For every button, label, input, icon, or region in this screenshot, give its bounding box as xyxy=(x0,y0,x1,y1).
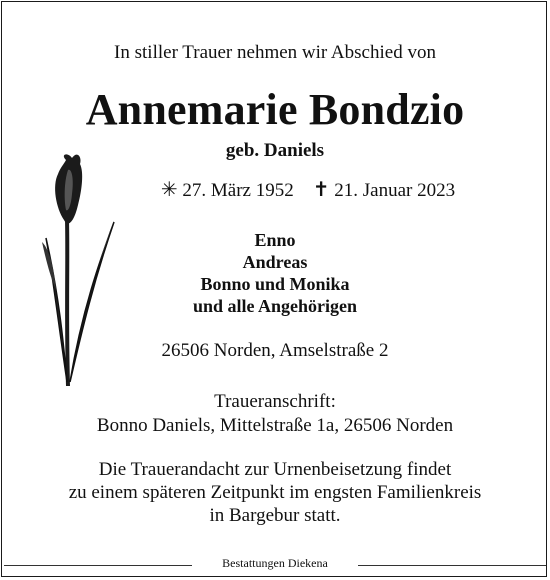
intro-text: In stiller Trauer nehmen wir Abschied von xyxy=(114,42,436,63)
death-cross-icon: ✝ xyxy=(312,179,330,201)
maiden-name: geb. Daniels xyxy=(225,140,325,161)
birth-star-icon: ✳ xyxy=(160,179,178,201)
family-list xyxy=(0,229,550,317)
service-line: in Bargebur statt. xyxy=(209,505,341,526)
death-date: 21. Januar 2023 xyxy=(334,180,456,201)
contact-label: Traueranschrift: xyxy=(214,391,336,412)
family-member: Enno xyxy=(254,230,296,250)
family-member: und alle Angehörigen xyxy=(192,296,358,316)
funeral-home: Bestattungen Diekena xyxy=(222,556,328,570)
family-member: Bonno und Monika xyxy=(200,274,350,294)
service-line: zu einem späteren Zeitpunkt im engsten Familienkreis xyxy=(68,482,482,503)
service-line: Die Trauerandacht zur Urnenbeisetzung findet xyxy=(98,459,452,480)
contact-address: Bonno Daniels, Mittelstraße 1a, 26506 Norden xyxy=(96,415,454,436)
family-member: Andreas xyxy=(242,252,308,272)
deceased-name: Annemarie Bondzio xyxy=(85,85,465,134)
contact-block xyxy=(0,390,550,438)
service-info xyxy=(0,458,550,527)
birth-date: 27. März 1952 xyxy=(182,180,294,201)
family-address: 26506 Norden, Amselstraße 2 xyxy=(161,340,389,361)
